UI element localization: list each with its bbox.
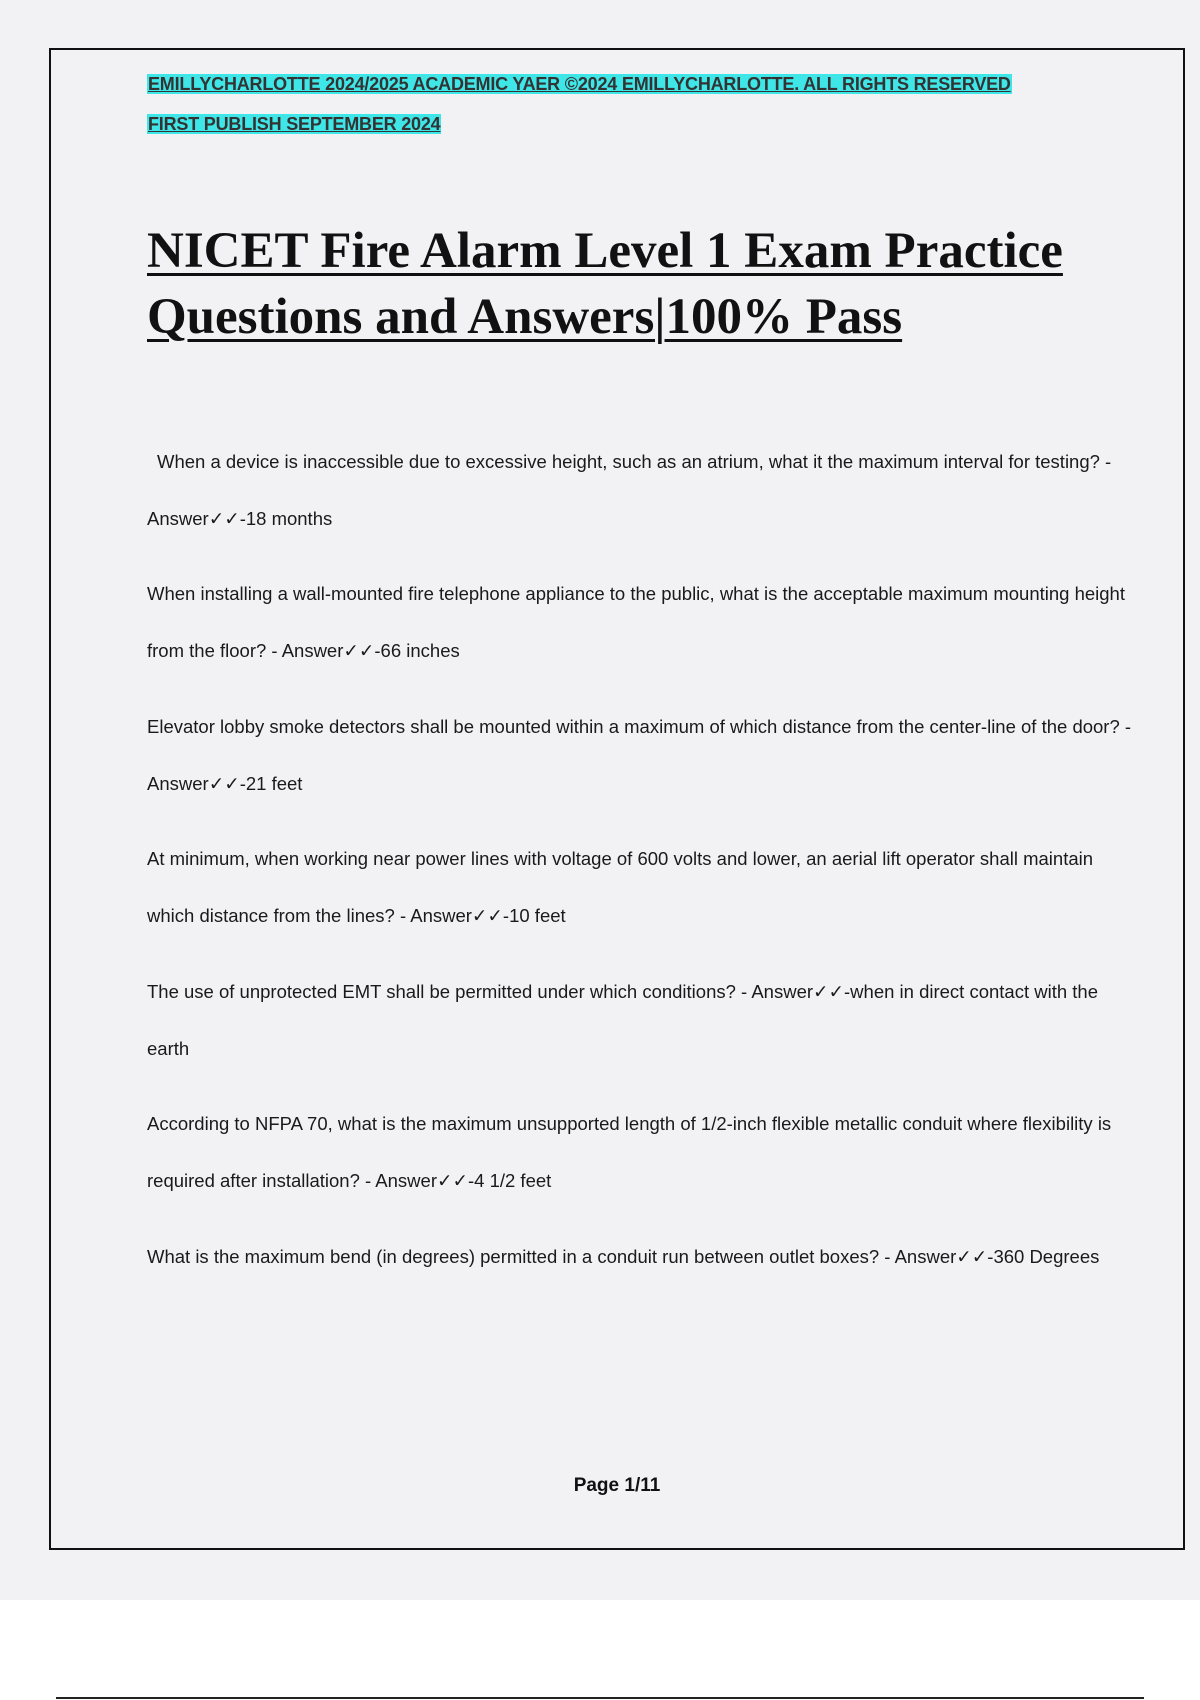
qa-item: At minimum, when working near power lines with voltage of 600 volts and lower, an aerial lift operator shall maintain which distance from the lines? - Answer✓✓-10 feet xyxy=(147,848,1094,926)
qa-item: When installing a wall-mounted fire telephone appliance to the public, what is the acceptable maximum mounting height from the floor? - Answer✓✓-66 inches xyxy=(147,583,1125,661)
qa-item: When a device is inaccessible due to excessive height, such as an atrium, what it the maximum interval for testing? - Answer✓✓-18 months xyxy=(147,450,1112,529)
publish-date-header xyxy=(147,114,441,135)
publish-date-text: FIRST PUBLISH SEPTEMBER 2024 xyxy=(148,114,441,134)
qa-list xyxy=(147,414,1137,1301)
document-page xyxy=(49,48,1185,1550)
page-number: Page 1/11 xyxy=(573,1475,661,1496)
qa-item: According to NFPA 70, what is the maximum unsupported length of 1/2-inch flexible metallic conduit where flexibility is required after installation? - Answer✓✓-4 1/2 feet xyxy=(147,1113,1112,1191)
qa-item: What is the maximum bend (in degrees) permitted in a conduit run between outlet boxes? - Answer✓✓-360 Degrees xyxy=(147,1245,1100,1267)
copyright-header xyxy=(147,74,1012,95)
next-page-divider xyxy=(56,1697,1144,1699)
qa-item: Elevator lobby smoke detectors shall be mounted within a maximum of which distance from the center-line of the door? - Answer✓✓-21 feet xyxy=(147,715,1132,794)
copyright-header-text: EMILLYCHARLOTTE 2024/2025 ACADEMIC YAER ©2024 EMILLYCHARLOTTE. ALL RIGHTS RESERVED xyxy=(148,74,1011,94)
qa-item: The use of unprotected EMT shall be permitted under which conditions? - Answer✓✓-when in direct contact with the earth xyxy=(147,980,1099,1059)
document-title: NICET Fire Alarm Level 1 Exam Practice Questions and Answers|100% Pass xyxy=(147,223,1063,345)
